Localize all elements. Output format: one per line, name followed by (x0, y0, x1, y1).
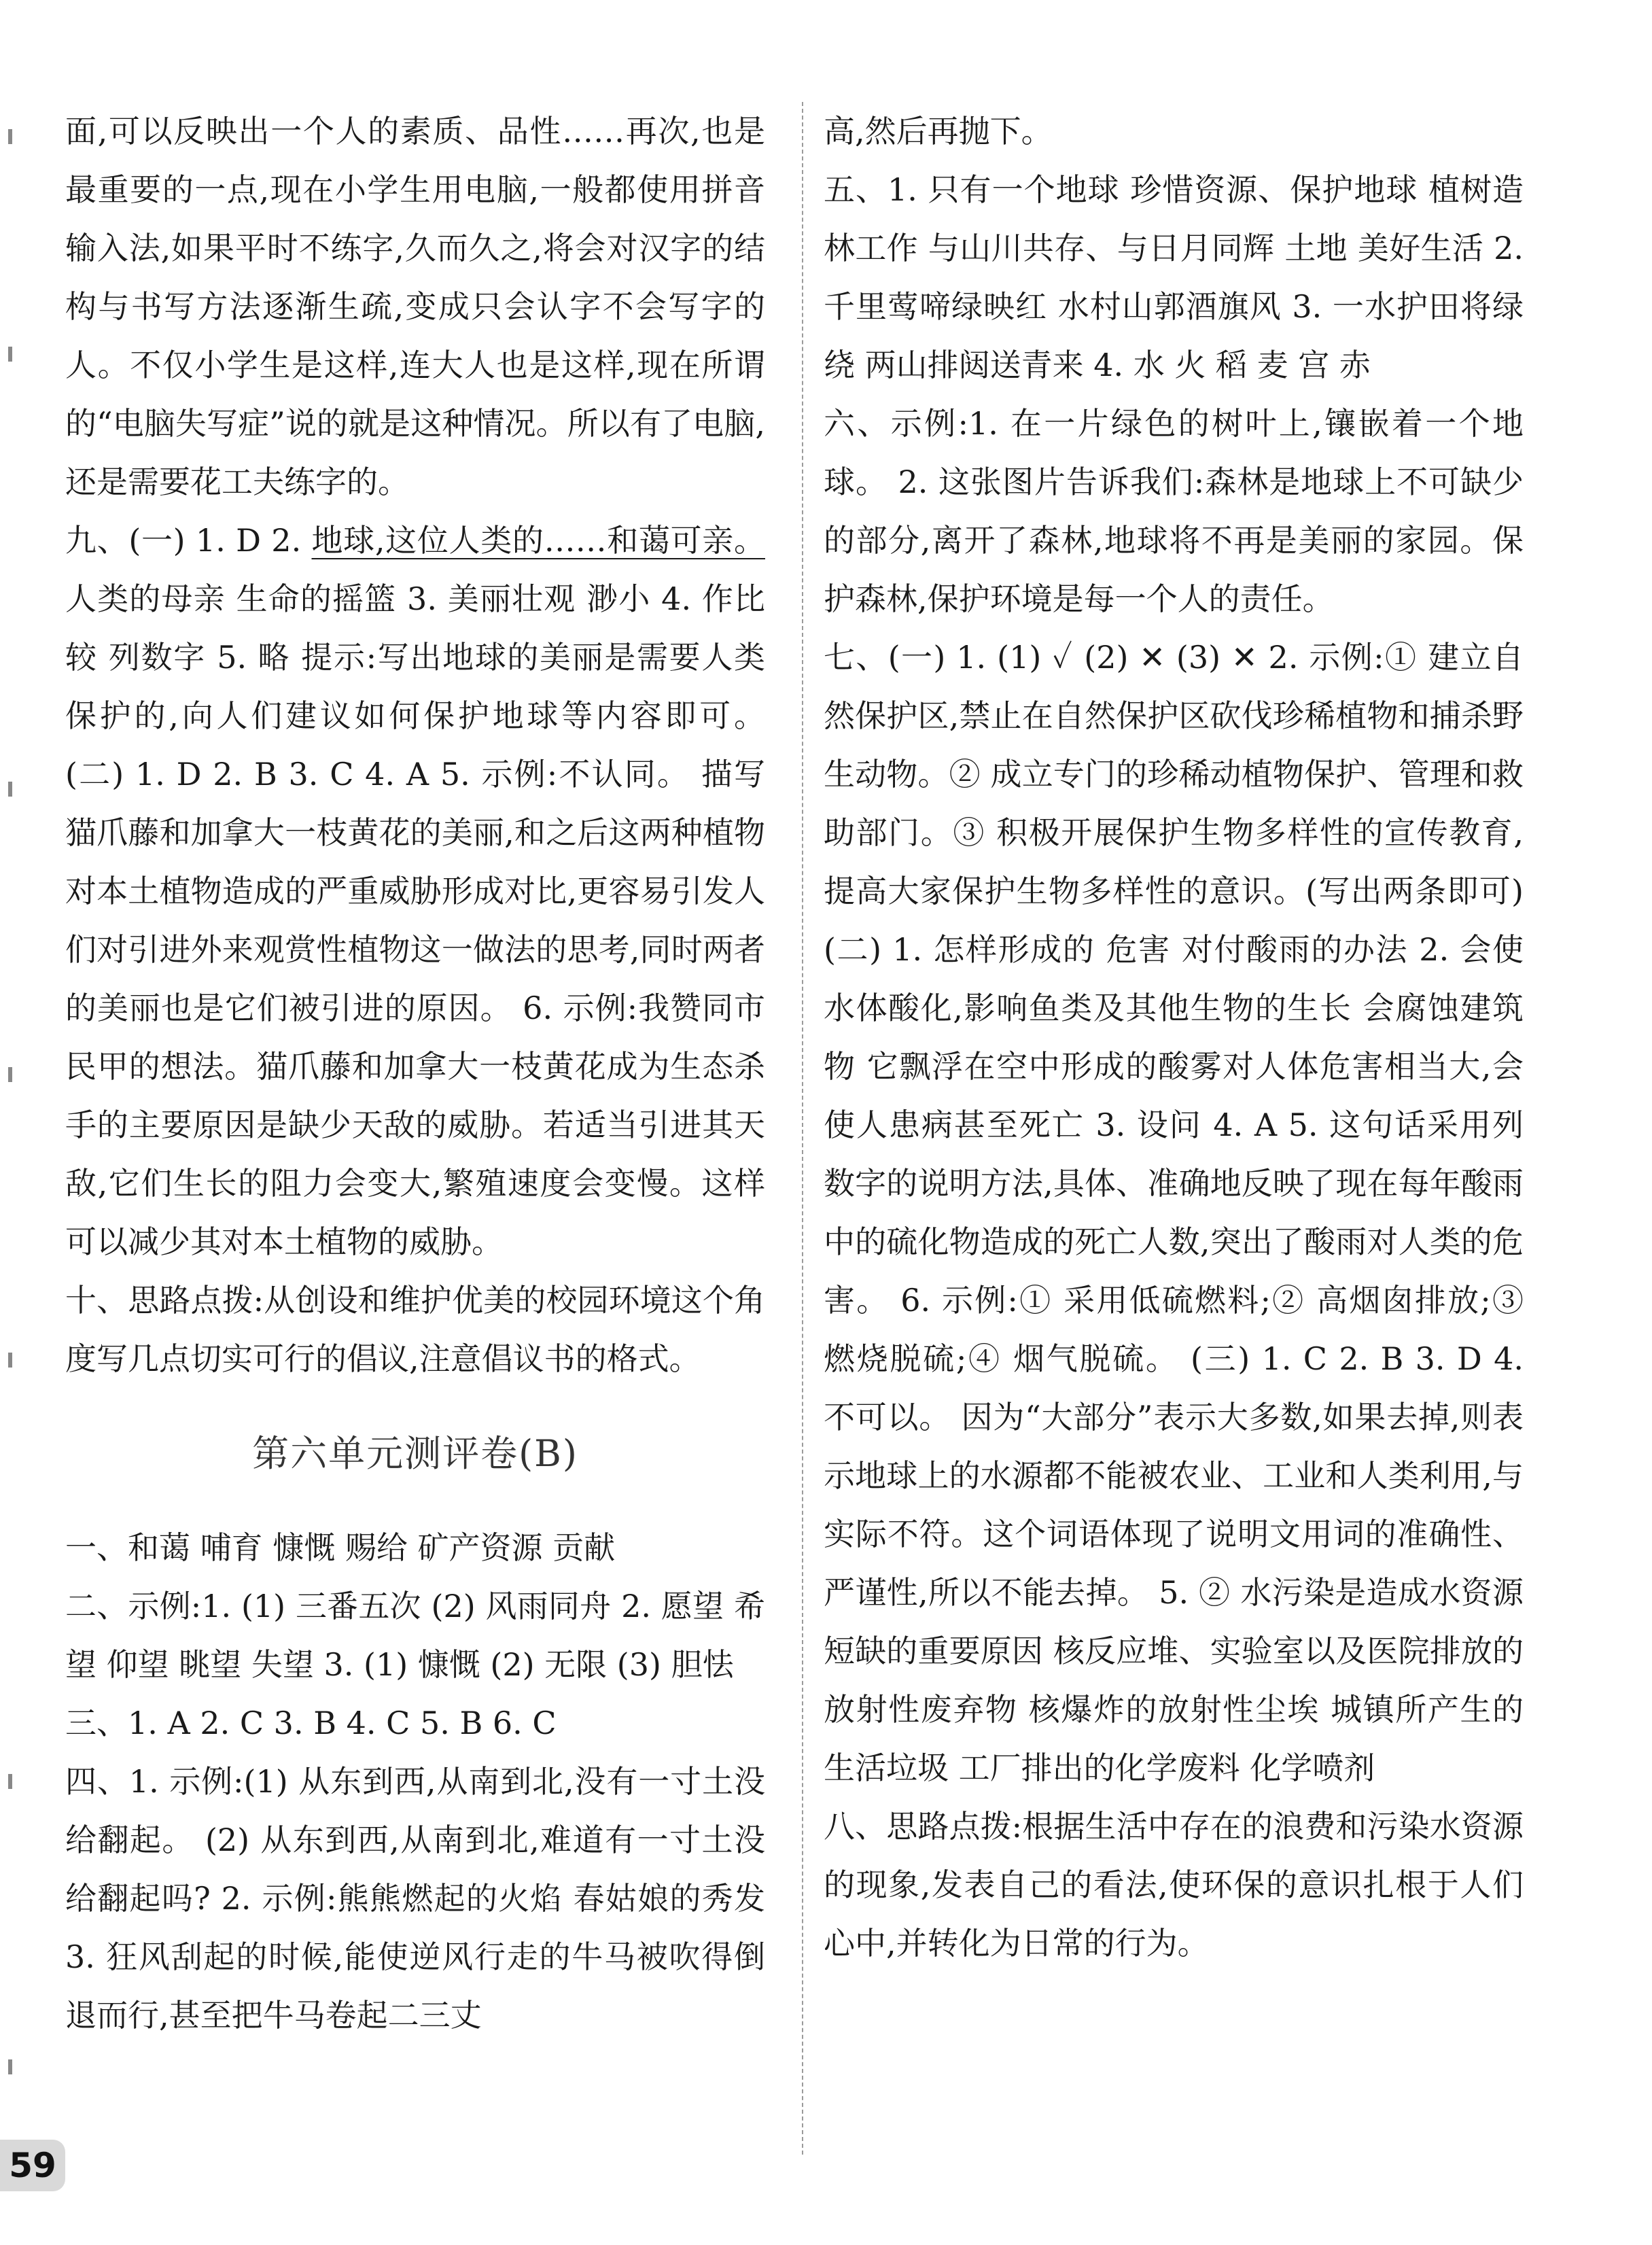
binding-margin-marks (4, 102, 20, 2073)
margin-mark (8, 2059, 12, 2074)
part-10-answers: 十、思路点拨:从创设和维护优美的校园环境这个角度写几点切实可行的倡议,注意倡议书的格式。 (65, 1282, 765, 1377)
part-9-underlined-quote: 地球,这位人类的……和蔼可亲。 (311, 522, 765, 559)
page-number: 59 (9, 2146, 56, 2185)
margin-mark (8, 782, 12, 797)
margin-mark (8, 1067, 12, 1082)
b-part-2-answers: 二、示例:1. (1) 三番五次 (2) 风雨同舟 2. 愿望 希望 仰望 眺望 失望 3. (1) 慷慨 (2) 无限 (3) 胆怯 (65, 1588, 765, 1683)
b-part-1-answers: 一、和蔼 哺育 慷慨 赐给 矿产资源 贡献 (65, 1529, 616, 1566)
part-5-answers: 五、1. 只有一个地球 珍惜资源、保护地球 植树造林工作 与山川共存、与日月同辉 土地 美好生活 2. 千里莺啼绿映红 水村山郭酒旗风 3. 一水护田将绿绕 两山排闼送青来 4. 水 火 稻 麦 宫 赤 (824, 171, 1524, 383)
section-heading: 第六单元测评卷(B) (252, 1432, 578, 1475)
intro-paragraph: 面,可以反映出一个人的素质、品性……再次,也是最重要的一点,现在小学生用电脑,一般都使用拼音输入法,如果平时不练字,久而久之,将会对汉字的结构与书写方法逐渐生疏,变成只会认字不会写字的人。不仅小学生是这样,连大人也是这样,现在所谓的“电脑失写症”说的就是这种情况。所以有了电脑,还是需要花工夫练字的。 (65, 113, 765, 500)
part-9-answers (65, 511, 765, 1271)
margin-mark (8, 1774, 12, 1789)
part-9-rest: 人类的母亲 生命的摇篮 3. 美丽壮观 渺小 4. 作比较 列数字 5. 略 提示:写出地球的美丽是需要人类保护的,向人们建议如何保护地球等内容即可。 (二) 1. D 2. B 3. C 4. A 5. 示例:不认同。 描写猫爪藤和加拿大一枝黄花的美丽,和之后这两种植物对本土植物造成的严重威胁形成对比,更容易引发人们对引进外来观赏性植物这一做法的思考,同时两者的美丽也是它们被引进的原因。 6. 示例:我赞同市民甲的想法。猫爪藤和加拿大一枝黄花成为生态杀手的主要原因是缺少天敌的威胁。若适当引进其天敌,它们生长的阻力会变大,繁殖速度会变慢。这样可以减少其对本土植物的威胁。 (65, 580, 765, 1260)
part-7-answers: 七、(一) 1. (1) ✓ (2) ✕ (3) ✕ 2. 示例:① 建立自然保护区,禁止在自然保护区砍伐珍稀植物和捕杀野生动物。② 成立专门的珍稀动植物保护、管理和救助部门。③ 积极开展保护生物多样性的宣传教育,提高大家保护生物多样性的意识。(写出两条即可) (二) 1. 怎样形成的 危害 对付酸雨的办法 2. 会使水体酸化,影响鱼类及其他生物的生长 会腐蚀建筑物 它飘浮在空中形成的酸雾对人体危害相当大,会使人患病甚至死亡 3. 设问 4. A 5. 这句话采用列数字的说明方法,具体、准确地反映了现在每年酸雨中的硫化物造成的死亡人数,突出了酸雨对人类的危害。 6. 示例:① 采用低硫燃料;② 高烟囱排放;③ 燃烧脱硫;④ 烟气脱硫。 (三) 1. C 2. B 3. D 4. 不可以。 因为“大部分”表示大多数,如果去掉,则表示地球上的水源都不能被农业、工业和人类利用,与实际不符。这个词语体现了说明文用词的准确性、严谨性,所以不能去掉。 5. ② 水污染是造成水资源短缺的重要原因 核反应堆、实验室以及医院排放的放射性废弃物 核爆炸的放射性尘埃 城镇所产生的生活垃圾 工厂排出的化学废料 化学喷剂 (824, 639, 1524, 1786)
page-number-badge (0, 2140, 65, 2191)
margin-mark (8, 1353, 12, 1368)
continuation-text: 高,然后再抛下。 (824, 113, 1053, 150)
b-part-4-answers: 四、1. 示例:(1) 从东到西,从南到北,没有一寸土没给翻起。 (2) 从东到西,从南到北,难道有一寸土没给翻起吗? 2. 示例:熊熊燃起的火焰 春姑娘的秀发 3. 狂风刮起的时候,能使逆风行走的牛马被吹得倒退而行,甚至把牛马卷起二三丈 (65, 1763, 765, 2034)
left-column (65, 102, 765, 2044)
part-6-answers: 六、示例:1. 在一片绿色的树叶上,镶嵌着一个地球。 2. 这张图片告诉我们:森林是地球上不可缺少的部分,离开了森林,地球将不再是美丽的家园。保护森林,保护环境是每一个人的责任。 (824, 405, 1524, 617)
part-8-answers: 八、思路点拨:根据生活中存在的浪费和污染水资源的现象,发表自己的看法,使环保的意识扎根于人们心中,并转化为日常的行为。 (824, 1808, 1524, 1962)
part-9-prefix: 九、(一) 1. D 2. (65, 522, 312, 559)
b-part-3-answers: 三、1. A 2. C 3. B 4. C 5. B 6. C (65, 1705, 557, 1741)
column-divider (802, 102, 803, 2155)
margin-mark (8, 347, 12, 362)
right-column (824, 102, 1524, 1972)
margin-mark (8, 129, 12, 144)
